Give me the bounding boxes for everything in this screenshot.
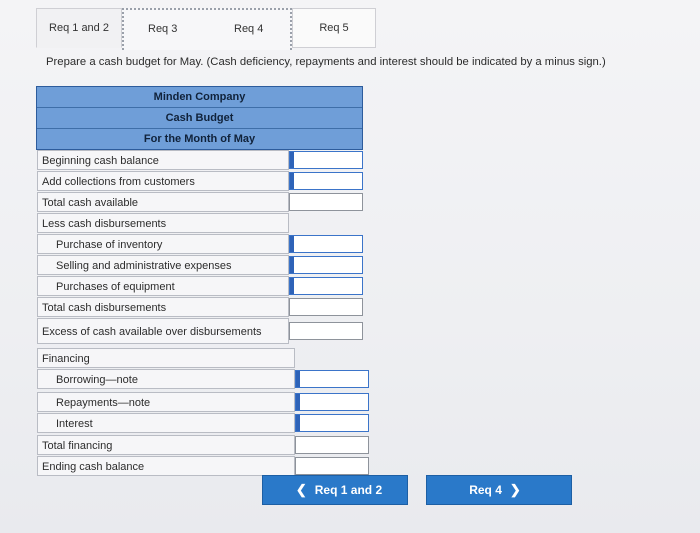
input-purchases-of-equipment[interactable] — [289, 277, 363, 295]
prev-button-label: Req 1 and 2 — [314, 483, 383, 497]
input-selling-admin-expenses[interactable] — [289, 256, 363, 274]
tab-label: Req 5 — [319, 22, 349, 34]
input-interest[interactable] — [295, 414, 369, 432]
input-total-financing[interactable] — [295, 436, 369, 454]
row-selling-admin-expenses: Selling and administrative expenses — [37, 255, 289, 275]
row-ending-cash-balance: Ending cash balance — [37, 456, 295, 476]
input-borrowing-note[interactable] — [295, 370, 369, 388]
row-purchases-of-equipment: Purchases of equipment — [37, 276, 289, 296]
tab-req-4[interactable]: Req 4 — [234, 23, 264, 35]
tab-req-1-and-2[interactable] — [36, 8, 122, 48]
input-ending-cash-balance[interactable] — [295, 457, 369, 475]
row-purchase-of-inventory: Purchase of inventory — [37, 234, 289, 254]
tab-group-req3-req4 — [122, 8, 292, 50]
row-total-cash-disbursements: Total cash disbursements — [37, 297, 289, 317]
row-repayments-note: Repayments—note — [37, 392, 295, 412]
tab-req-5[interactable] — [292, 8, 376, 48]
input-purchase-of-inventory[interactable] — [289, 235, 363, 253]
tab-label: Req 1 and 2 — [49, 22, 109, 34]
next-button-label: Req 4 — [469, 483, 502, 497]
input-repayments-note[interactable] — [295, 393, 369, 411]
tab-req-3[interactable]: Req 3 — [148, 23, 178, 35]
row-interest: Interest — [37, 413, 295, 433]
input-beginning-cash-balance[interactable] — [289, 151, 363, 169]
prev-requirement-button[interactable] — [262, 475, 408, 505]
row-less-cash-disbursements: Less cash disbursements — [37, 213, 289, 233]
input-collections-from-customers[interactable] — [289, 172, 363, 190]
row-total-cash-available: Total cash available — [37, 192, 289, 212]
company-name: Minden Company — [37, 87, 362, 108]
next-requirement-button[interactable] — [426, 475, 572, 505]
input-excess-cash-available[interactable] — [289, 322, 363, 340]
budget-header — [36, 86, 363, 150]
row-financing: Financing — [37, 348, 295, 368]
instruction-text: Prepare a cash budget for May. (Cash deficiency, repayments and interest should be indicated by a minus sign.) — [46, 56, 606, 68]
row-excess-cash-available: Excess of cash available over disbursements — [37, 318, 289, 344]
row-beginning-cash-balance: Beginning cash balance — [37, 150, 289, 170]
chevron-right-icon: ❯ — [509, 482, 521, 497]
row-total-financing: Total financing — [37, 435, 295, 455]
statement-period: For the Month of May — [143, 133, 256, 145]
row-add-collections: Add collections from customers — [37, 171, 289, 191]
input-total-cash-available[interactable] — [289, 193, 363, 211]
chevron-left-icon: ❮ — [295, 482, 307, 497]
row-borrowing-note: Borrowing—note — [37, 369, 295, 389]
input-total-cash-disbursements[interactable] — [289, 298, 363, 316]
statement-title: Cash Budget — [37, 108, 362, 129]
